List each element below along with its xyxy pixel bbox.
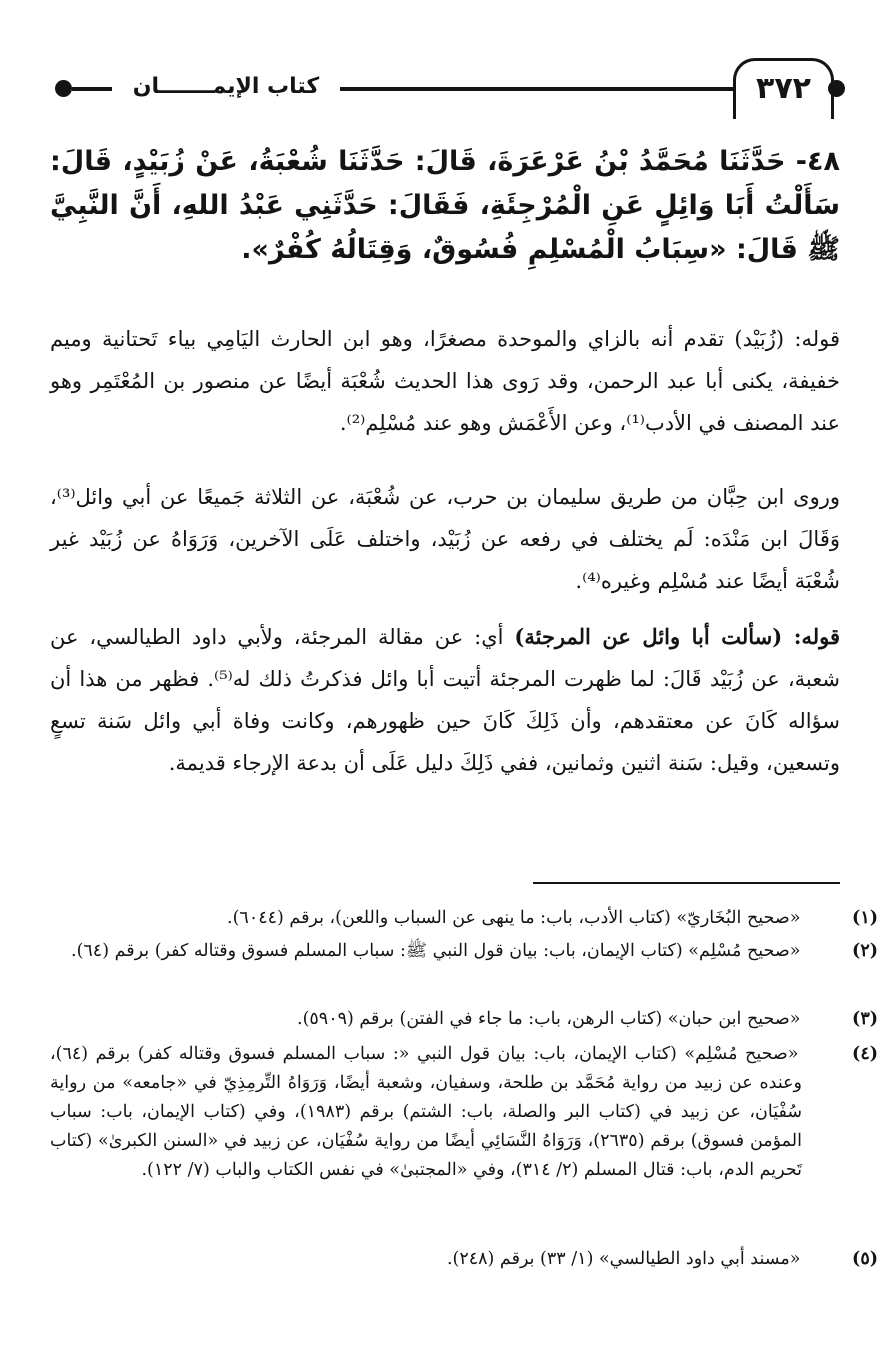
footnote-text: «صحيح البُخَاريّ» (كتاب الأدب، باب: ما ينهى عن السباب واللعن)، برقم (٦٠٤٤).	[227, 908, 801, 928]
footnote	[50, 1005, 878, 1034]
footnote-number: (٥)	[852, 1249, 878, 1269]
footnote-text: «صحيح مُسْلِم» (كتاب الإيمان، باب: بيان قول النبي ﷺ: سباب المسلم فسوق وقتاله كفر) برقم (٦٤).	[71, 941, 801, 961]
footnote-text: «مسند أبي داود الطيالسي» (١/ ٣٣) برقم (٢٤٨).	[446, 1249, 801, 1269]
commentary-text: وروى ابن حِبَّان من طريق سليمان بن حرب، عن شُعْبَة، عن الثلاثة جَميعًا عن أبي وائل⁽³⁾، وَقَالَ ابن مَنْدَه: لَم يختلف في رفعه عن زُبَيْد، واختلف عَلَى الآخرين، وَرَوَاهُ عن زُبَيْد غير شُعْبَة أيضًا عند مُسْلِم وغيره⁽⁴⁾.	[50, 485, 840, 593]
running-title: كتاب الإيمـــــــان	[132, 74, 320, 99]
footnote-number: (١)	[852, 908, 878, 928]
commentary-paragraph	[50, 318, 840, 444]
footnote	[50, 1245, 878, 1274]
footnote	[50, 904, 878, 933]
footnote-separator	[533, 882, 840, 884]
footnote-text: «صحيح مُسْلِم» (كتاب الإيمان، باب: بيان قول النبي «: سباب المسلم فسوق وقتاله كفر) برقم (٦٤)، وعنده عن زبيد من رواية مُحَمَّد بن طلحة، وسفيان، وشعبة أيضًا، وَرَوَاهُ التِّرمِذِيّ في «جامعه» من رواية سُفْيَان، عن زبيد في (كتاب البر والصلة، باب: الشتم) برقم (١٩٨٣)، وفي (كتاب الإيمان، باب: سباب المؤمن فسوق) برقم (٢٦٣٥)، وَرَوَاهُ النَّسَائِي أيضًا من رواية سُفْيَان، عن زبيد في «السنن الكبرىٰ» (كتاب تَحريم الدم، باب: قتال المسلم (٢/ ٣١٤)، وفي «المجتبىٰ» في نفس الكتاب والباب (٧/ ١٢٢).	[50, 1044, 802, 1180]
footnote-number: (٣)	[852, 1009, 878, 1029]
commentary-text: أي: عن مقالة المرجئة، ولأبي داود الطيالسي، عن شعبة، عن زُبَيْد قَالَ: لما ظهرت المرجئة أتيت أبا وائل فذكرتُ ذلك له⁽⁵⁾. فظهر من هذا أن سؤاله كَانَ عن معتقدهم، وأن ذَلِكَ كَانَ حين ظهورهم، وكانت وفاة أبي وائل سَنة تسعٍ وتسعين، وقيل: سَنة اثنين وثمانين، ففي ذَلِكَ دليل عَلَى أن بدعة الإرجاء قديمة.	[50, 625, 840, 775]
hadith-text: ٤٨- حَدَّثَنَا مُحَمَّدُ بْنُ عَرْعَرَةَ، قَالَ: حَدَّثَنَا شُعْبَةُ، عَنْ زُبَيْدٍ، قَالَ: سَأَلْتُ أَبَا وَائِلٍ عَنِ الْمُرْجِئَةِ، فَقَالَ: حَدَّثَنِي عَبْدُ اللهِ، أَنَّ النَّبِيَّ ﷺ قَالَ: «سِبَابُ الْمُسْلِمِ فُسُوقٌ، وَقِتَالُهُ كُفْرٌ».	[50, 146, 840, 265]
footnote-number: (٤)	[852, 1044, 878, 1064]
page-number-box	[733, 58, 834, 119]
footnote	[50, 937, 878, 966]
header-rule-left	[72, 87, 112, 91]
header-ornament-dot-left	[55, 80, 72, 97]
footnote-number: (٢)	[852, 941, 878, 961]
header-rule-center	[340, 87, 733, 91]
header-ornament-dot-right	[828, 80, 845, 97]
footnote	[50, 1040, 878, 1185]
commentary-paragraph	[50, 476, 840, 602]
commentary-paragraph	[50, 616, 840, 784]
footnote-text: «صحيح ابن حبان» (كتاب الرهن، باب: ما جاء في الفتن) برقم (٥٩٠٩).	[297, 1009, 801, 1029]
commentary-text: قوله: (زُبَيْد) تقدم أنه بالزاي والموحدة مصغرًا، وهو ابن الحارث اليَامِي بياء تَحتانية وميم خفيفة، يكنى أبا عبد الرحمن، وقد رَوى هذا الحديث شُعْبَة أيضًا عن منصور بن المُعْتَمِر وهو عند المصنف في الأدب⁽¹⁾، وعن الأَعْمَش وهو عند مُسْلِم⁽²⁾.	[50, 327, 840, 435]
page-header	[55, 58, 845, 118]
page-number: ٣٧٢	[756, 71, 811, 106]
commentary-lead: قوله: (سألت أبا وائل عن المرجئة)	[514, 624, 841, 649]
